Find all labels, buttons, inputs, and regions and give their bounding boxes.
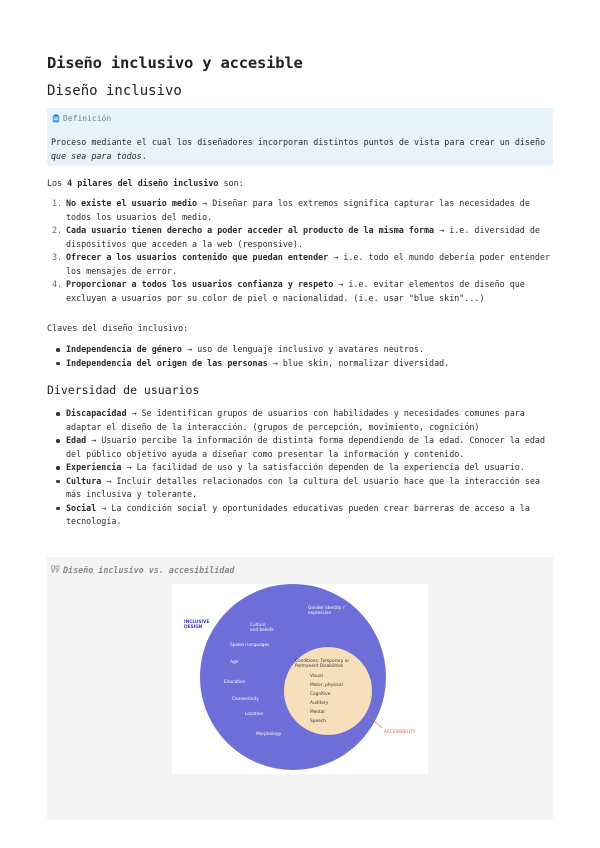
accessibility-label: ACCESSIBILITY [384, 730, 416, 735]
bullet [56, 348, 60, 352]
outer-item-languages: Spoken languages [230, 643, 270, 648]
callout-label-text: Definición [63, 114, 112, 123]
list-item: 1. No existe el usuario medio → Diseñar para los extremos significa capturar las necesidades de todos los usuarios del medio. [52, 198, 530, 222]
bullet [56, 466, 60, 470]
list-item: Edad → Usuario percibe la información de distinta forma dependiendo de la edad. Conocer la edad del público objetivo ayuda a diseñar como presentar la información y contenido. [47, 434, 553, 461]
list-item: Social → La condición social y oportunidades educativas pueden crear barreras de acceso a la tecnología. [47, 502, 553, 529]
diagram-circles [172, 584, 428, 774]
callout-body: Proceso mediante el cual los diseñadores incorporan distintos puntos de vista para crear un diseño que sea para todos. [51, 137, 546, 161]
page-title: Diseño inclusivo y accesible [47, 54, 303, 72]
list-item: 3. Ofrecer a los usuarios contenido que puedan entender → i.e. todo el mundo debería poder entender los mensajes de error. [52, 252, 551, 276]
outer-item-gender: Gender identity / expression [308, 606, 345, 616]
section-heading-user-diversity: Diversidad de usuarios [47, 383, 200, 397]
figure-block [47, 557, 553, 820]
keys-list [47, 343, 553, 370]
inclusive-vs-accessibility-diagram [172, 584, 428, 774]
inclusive-design-label: INCLUSIVE DESIGN [184, 620, 210, 630]
bullet [56, 480, 60, 484]
definition-callout [47, 108, 553, 166]
outer-item-age: Age [230, 660, 239, 665]
bullet [56, 439, 60, 443]
section-heading-inclusive-design: Diseño inclusivo [47, 83, 182, 99]
outer-item-morphology: Morphology [256, 732, 282, 737]
pillars-list [47, 197, 553, 305]
outer-item-culture: Culture and beliefs [250, 623, 274, 633]
inner-item-visual: Visual [310, 674, 323, 679]
list-item: Cultura → Incluir detalles relacionados con la cultura del usuario hace que la interacción sea más inclusiva y tolerante. [47, 475, 553, 502]
callout-label [52, 114, 111, 123]
list-item: 4. Proporcionar a todos los usuarios confianza y respeto → i.e. evitar elementos de diseño que excluyan a usuarios por su color de piel o nacionalidad. (i.e. usar "blue skin"...) [52, 279, 525, 303]
list-item: 2. Cada usuario tienen derecho a poder acceder al producto de la misma forma → i.e. diversidad de dispositivos que acceden a la web (responsive). [52, 225, 540, 249]
bullet [56, 362, 60, 366]
bullet [56, 412, 60, 416]
quote-icon [51, 565, 60, 575]
list-item: Experiencia → La facilidad de uso y la satisfacción dependen de la experiencia del usuario. [47, 461, 553, 475]
outer-item-connectivity: Connectivity [232, 697, 259, 702]
list-item: Discapacidad → Se identifican grupos de usuarios con habilidades y necesidades comunes para adaptar el diseño de la interacción. (grupos de percepción, movimiento, cognición) [47, 407, 553, 434]
list-item: Independencia de género → uso de lenguaje inclusivo y avatares neutros. [47, 343, 553, 357]
inner-item-motor: Motor, physical [310, 683, 343, 688]
diversity-list [47, 407, 553, 529]
inner-item-mental: Mental [310, 710, 325, 715]
inner-item-cognitive: Cognitive [310, 692, 331, 697]
outer-item-location: Location [245, 712, 264, 717]
inner-item-speech: Speech [310, 719, 326, 724]
list-item: Independencia del origen de las personas → blue skin, normalizar diversidad. [47, 357, 553, 371]
bullet [56, 507, 60, 511]
pillars-intro: Los 4 pilares del diseño inclusivo son: [47, 178, 244, 188]
inner-heading: Conditions: Temporary or Permanent Disabilities [295, 659, 350, 669]
clipboard-icon [52, 114, 60, 123]
outer-item-education: Education [224, 680, 246, 685]
figure-caption: Diseño inclusivo vs. accesibilidad [51, 565, 234, 575]
keys-intro: Claves del diseño inclusivo: [47, 323, 189, 333]
inner-item-auditory: Auditory [310, 701, 329, 706]
